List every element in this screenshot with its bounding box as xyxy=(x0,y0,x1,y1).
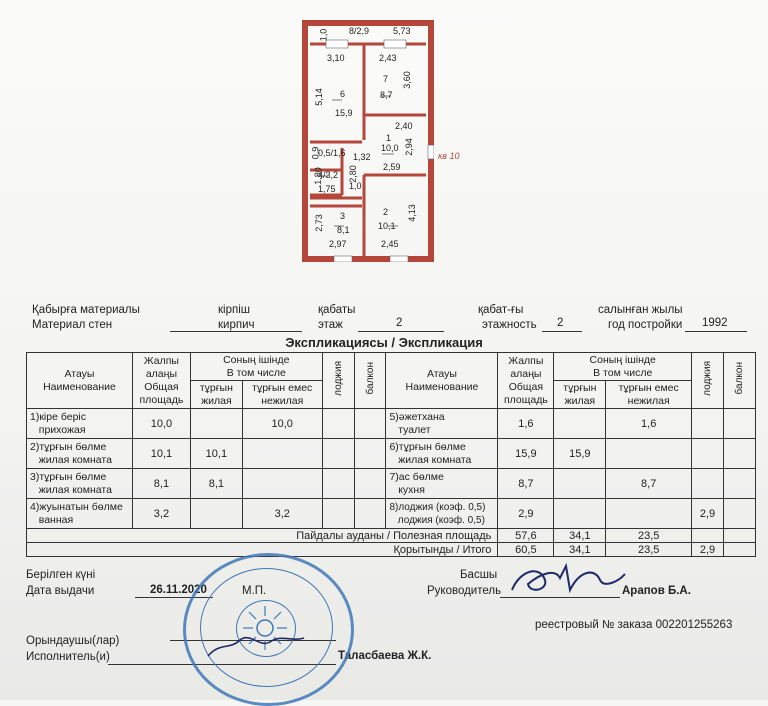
cell-living: 10,1 xyxy=(190,439,242,469)
col-balcony-label: балкон xyxy=(364,362,376,395)
plan-dim: 2,94 xyxy=(403,138,414,156)
issued-label-ru: Дата выдачи xyxy=(26,585,95,597)
cell-living: 8,1 xyxy=(190,469,242,499)
cell-balcony xyxy=(724,409,756,439)
cell-living xyxy=(190,499,242,529)
plan-dim: 5,73 xyxy=(393,26,411,36)
floor-label-kk: қабаты xyxy=(318,304,356,316)
mp-label: М.П. xyxy=(242,585,267,597)
cell-loggia xyxy=(692,469,724,499)
cell-name: 5)әжетхана туалет xyxy=(386,409,498,439)
room-number: 4/3,2 xyxy=(318,170,339,180)
total-nonliving: 23,5 xyxy=(606,543,692,557)
cell-balcony xyxy=(354,499,386,529)
cell-empty xyxy=(724,543,756,557)
plan-dim: 2,59 xyxy=(383,162,401,172)
useful-nonliving: 23,5 xyxy=(606,529,692,543)
year-label-ru: год постройки xyxy=(608,319,683,331)
cell-nonliving: 3,2 xyxy=(242,499,322,529)
room-number: 7 xyxy=(383,74,389,84)
explication-title: Экспликациясы / Экспликация xyxy=(285,335,483,350)
head-signature xyxy=(500,560,630,600)
exec-signature xyxy=(200,620,310,670)
room-number: 3 xyxy=(340,211,346,221)
room-area: 1,75 xyxy=(318,184,336,194)
useful-living: 34,1 xyxy=(554,529,606,543)
plan-dim: 0,9 xyxy=(310,146,321,160)
col-nonliving: тұрғын емес нежилая xyxy=(606,381,692,409)
room-area: 10,1 xyxy=(378,221,396,231)
cell-nonliving: 8,7 xyxy=(606,469,692,499)
col-incl: Соның ішінде В том числе xyxy=(190,353,322,381)
underline xyxy=(685,331,747,332)
room-number: 2 xyxy=(383,207,389,217)
cell-name: 7)ас бөлме кухня xyxy=(386,469,498,499)
cell-total: 1,6 xyxy=(498,409,554,439)
cell-loggia xyxy=(322,439,354,469)
cell-name: 6)тұрғын бөлме жилая комната xyxy=(386,439,498,469)
plan-dim: 4,13 xyxy=(406,204,417,222)
underline xyxy=(170,331,302,332)
plan-dim: 0,5/1,6 xyxy=(318,148,346,158)
exec-name: Таласбаева Ж.К. xyxy=(338,650,432,662)
room-area: 15,9 xyxy=(335,108,353,118)
cell-loggia xyxy=(322,469,354,499)
col-balcony-label: балкон xyxy=(734,362,745,395)
plan-dim: 2,40 xyxy=(395,121,413,131)
cell-nonliving xyxy=(242,469,322,499)
plan-dim: 8/2,9 xyxy=(349,26,370,36)
cell-living xyxy=(554,469,606,499)
plan-dim: 1,0 xyxy=(318,28,329,42)
issued-label-kk: Берілген күні xyxy=(26,569,96,581)
col-living: тұрғын жилая xyxy=(554,381,606,409)
col-name: Атауы Наименование xyxy=(27,353,133,409)
exec-label-ru: Исполнитель(и) xyxy=(26,651,110,663)
floors-label-ru: этажность xyxy=(482,319,537,331)
plan-dim: 1,32 xyxy=(353,152,371,162)
plan-dim: 1,80 xyxy=(312,167,323,185)
col-total: Жалпы алаңы Общая площадь xyxy=(132,353,190,409)
floor-value: 2 xyxy=(396,317,403,329)
cell-total: 2,9 xyxy=(498,499,554,529)
cell-loggia xyxy=(322,409,354,439)
cell-total: 8,7 xyxy=(498,469,554,499)
plan-dim: 2,80 xyxy=(347,165,358,183)
cell-living xyxy=(190,409,242,439)
cell-balcony xyxy=(724,499,756,529)
room-area: 10,0 xyxy=(381,143,399,153)
col-name: Атауы Наименование xyxy=(386,353,498,409)
cell-living xyxy=(554,499,606,529)
useful-area-row xyxy=(27,529,756,543)
cell-loggia xyxy=(692,409,724,439)
cell-name: 8)лоджия (коэф. 0,5) лоджия (коэф. 0,5) xyxy=(386,499,498,529)
col-incl: Соның ішінде В том числе xyxy=(554,353,692,381)
col-total: Жалпы алаңы Общая площадь xyxy=(498,353,554,409)
issued-date: 26.11.2020 xyxy=(150,584,207,596)
plan-dim: 3,60 xyxy=(401,71,412,89)
cell-total: 8,1 xyxy=(132,469,190,499)
col-loggia xyxy=(322,353,354,409)
underline xyxy=(542,331,582,332)
useful-total: 57,6 xyxy=(498,529,554,543)
cell-balcony xyxy=(354,469,386,499)
cell-total: 10,1 xyxy=(132,439,190,469)
cell-total: 10,0 xyxy=(132,409,190,439)
head-label-kk: Басшы xyxy=(460,569,498,581)
wall-label-kk: Қабырға материалы xyxy=(32,304,140,316)
total-living: 34,1 xyxy=(554,543,606,557)
cell-living xyxy=(554,409,606,439)
cell-name: 4)жуынатын бөлме ванная xyxy=(27,499,133,529)
col-loggia-label: лоджия xyxy=(702,361,714,396)
table-row xyxy=(27,439,756,469)
cell-balcony xyxy=(724,469,756,499)
floor-label-ru: этаж xyxy=(318,319,343,331)
total-label: Қорытынды / Итого xyxy=(27,543,498,557)
exec-label-kk: Орындаушы(лар) xyxy=(26,635,120,647)
wall-label-ru: Материал стен xyxy=(32,319,113,331)
cell-balcony xyxy=(724,439,756,469)
col-living: тұрғын жилая xyxy=(190,381,242,409)
apartment-mark: кв 10 xyxy=(438,151,460,161)
cell-name: 3)тұрғын бөлме жилая комната xyxy=(27,469,133,499)
wall-value-ru: кирпич xyxy=(218,319,255,331)
col-balcony xyxy=(724,353,756,409)
col-nonliving: тұрғын емес нежилая xyxy=(242,381,322,409)
col-loggia xyxy=(692,353,724,409)
total-total: 60,5 xyxy=(498,543,554,557)
table-row xyxy=(27,409,756,439)
cell-balcony xyxy=(354,439,386,469)
year-value: 1992 xyxy=(702,317,728,329)
cell-total: 15,9 xyxy=(498,439,554,469)
room-area: 8,7 xyxy=(380,90,393,100)
plan-dim: 5,14 xyxy=(313,88,324,106)
plan-dim: 2,45 xyxy=(381,239,399,249)
cell-nonliving: 10,0 xyxy=(242,409,322,439)
plan-dim: 3,10 xyxy=(327,53,345,63)
plan-dim: 1,0 xyxy=(349,181,362,191)
cell-nonliving: 1,6 xyxy=(606,409,692,439)
cell-nonliving xyxy=(606,499,692,529)
table-row xyxy=(27,499,756,529)
cell-empty xyxy=(724,529,756,543)
table-row xyxy=(27,469,756,499)
plan-dim: 2,97 xyxy=(329,239,347,249)
room-number: 1 xyxy=(386,133,392,143)
cell-loggia: 2,9 xyxy=(692,499,724,529)
cell-balcony xyxy=(354,409,386,439)
cell-loggia xyxy=(322,499,354,529)
cell-loggia xyxy=(692,439,724,469)
floors-value: 2 xyxy=(557,317,564,329)
cell-nonliving xyxy=(242,439,322,469)
year-label-kk: салынған жылы xyxy=(598,304,683,316)
cell-living: 15,9 xyxy=(554,439,606,469)
col-loggia-label: лоджия xyxy=(332,361,344,396)
plan-dim: 2,43 xyxy=(379,53,397,63)
head-label-ru: Руководитель xyxy=(427,585,502,597)
cell-name: 2)тұрғын бөлме жилая комната xyxy=(27,439,133,469)
head-name: Арапов Б.А. xyxy=(622,585,691,597)
room-area: 8,1 xyxy=(337,225,350,235)
cell-nonliving xyxy=(606,439,692,469)
explication-table xyxy=(26,352,756,557)
cell-empty xyxy=(692,529,724,543)
plan-dim: 2,73 xyxy=(313,214,324,232)
room-number: 6 xyxy=(340,89,346,99)
total-loggia: 2,9 xyxy=(692,543,724,557)
cell-total: 3,2 xyxy=(132,499,190,529)
col-balcony xyxy=(354,353,386,409)
useful-area-label: Пайдалы ауданы / Полезная площадь xyxy=(27,529,498,543)
wall-value-kk: кірпіш xyxy=(218,304,250,316)
underline xyxy=(358,331,444,332)
order-number: реестровый № заказа 002201255263 xyxy=(535,619,733,631)
floors-label-kk: қабат-ғы xyxy=(478,304,524,316)
total-row xyxy=(27,543,756,557)
cell-name: 1)кіре беріс прихожая xyxy=(27,409,133,439)
